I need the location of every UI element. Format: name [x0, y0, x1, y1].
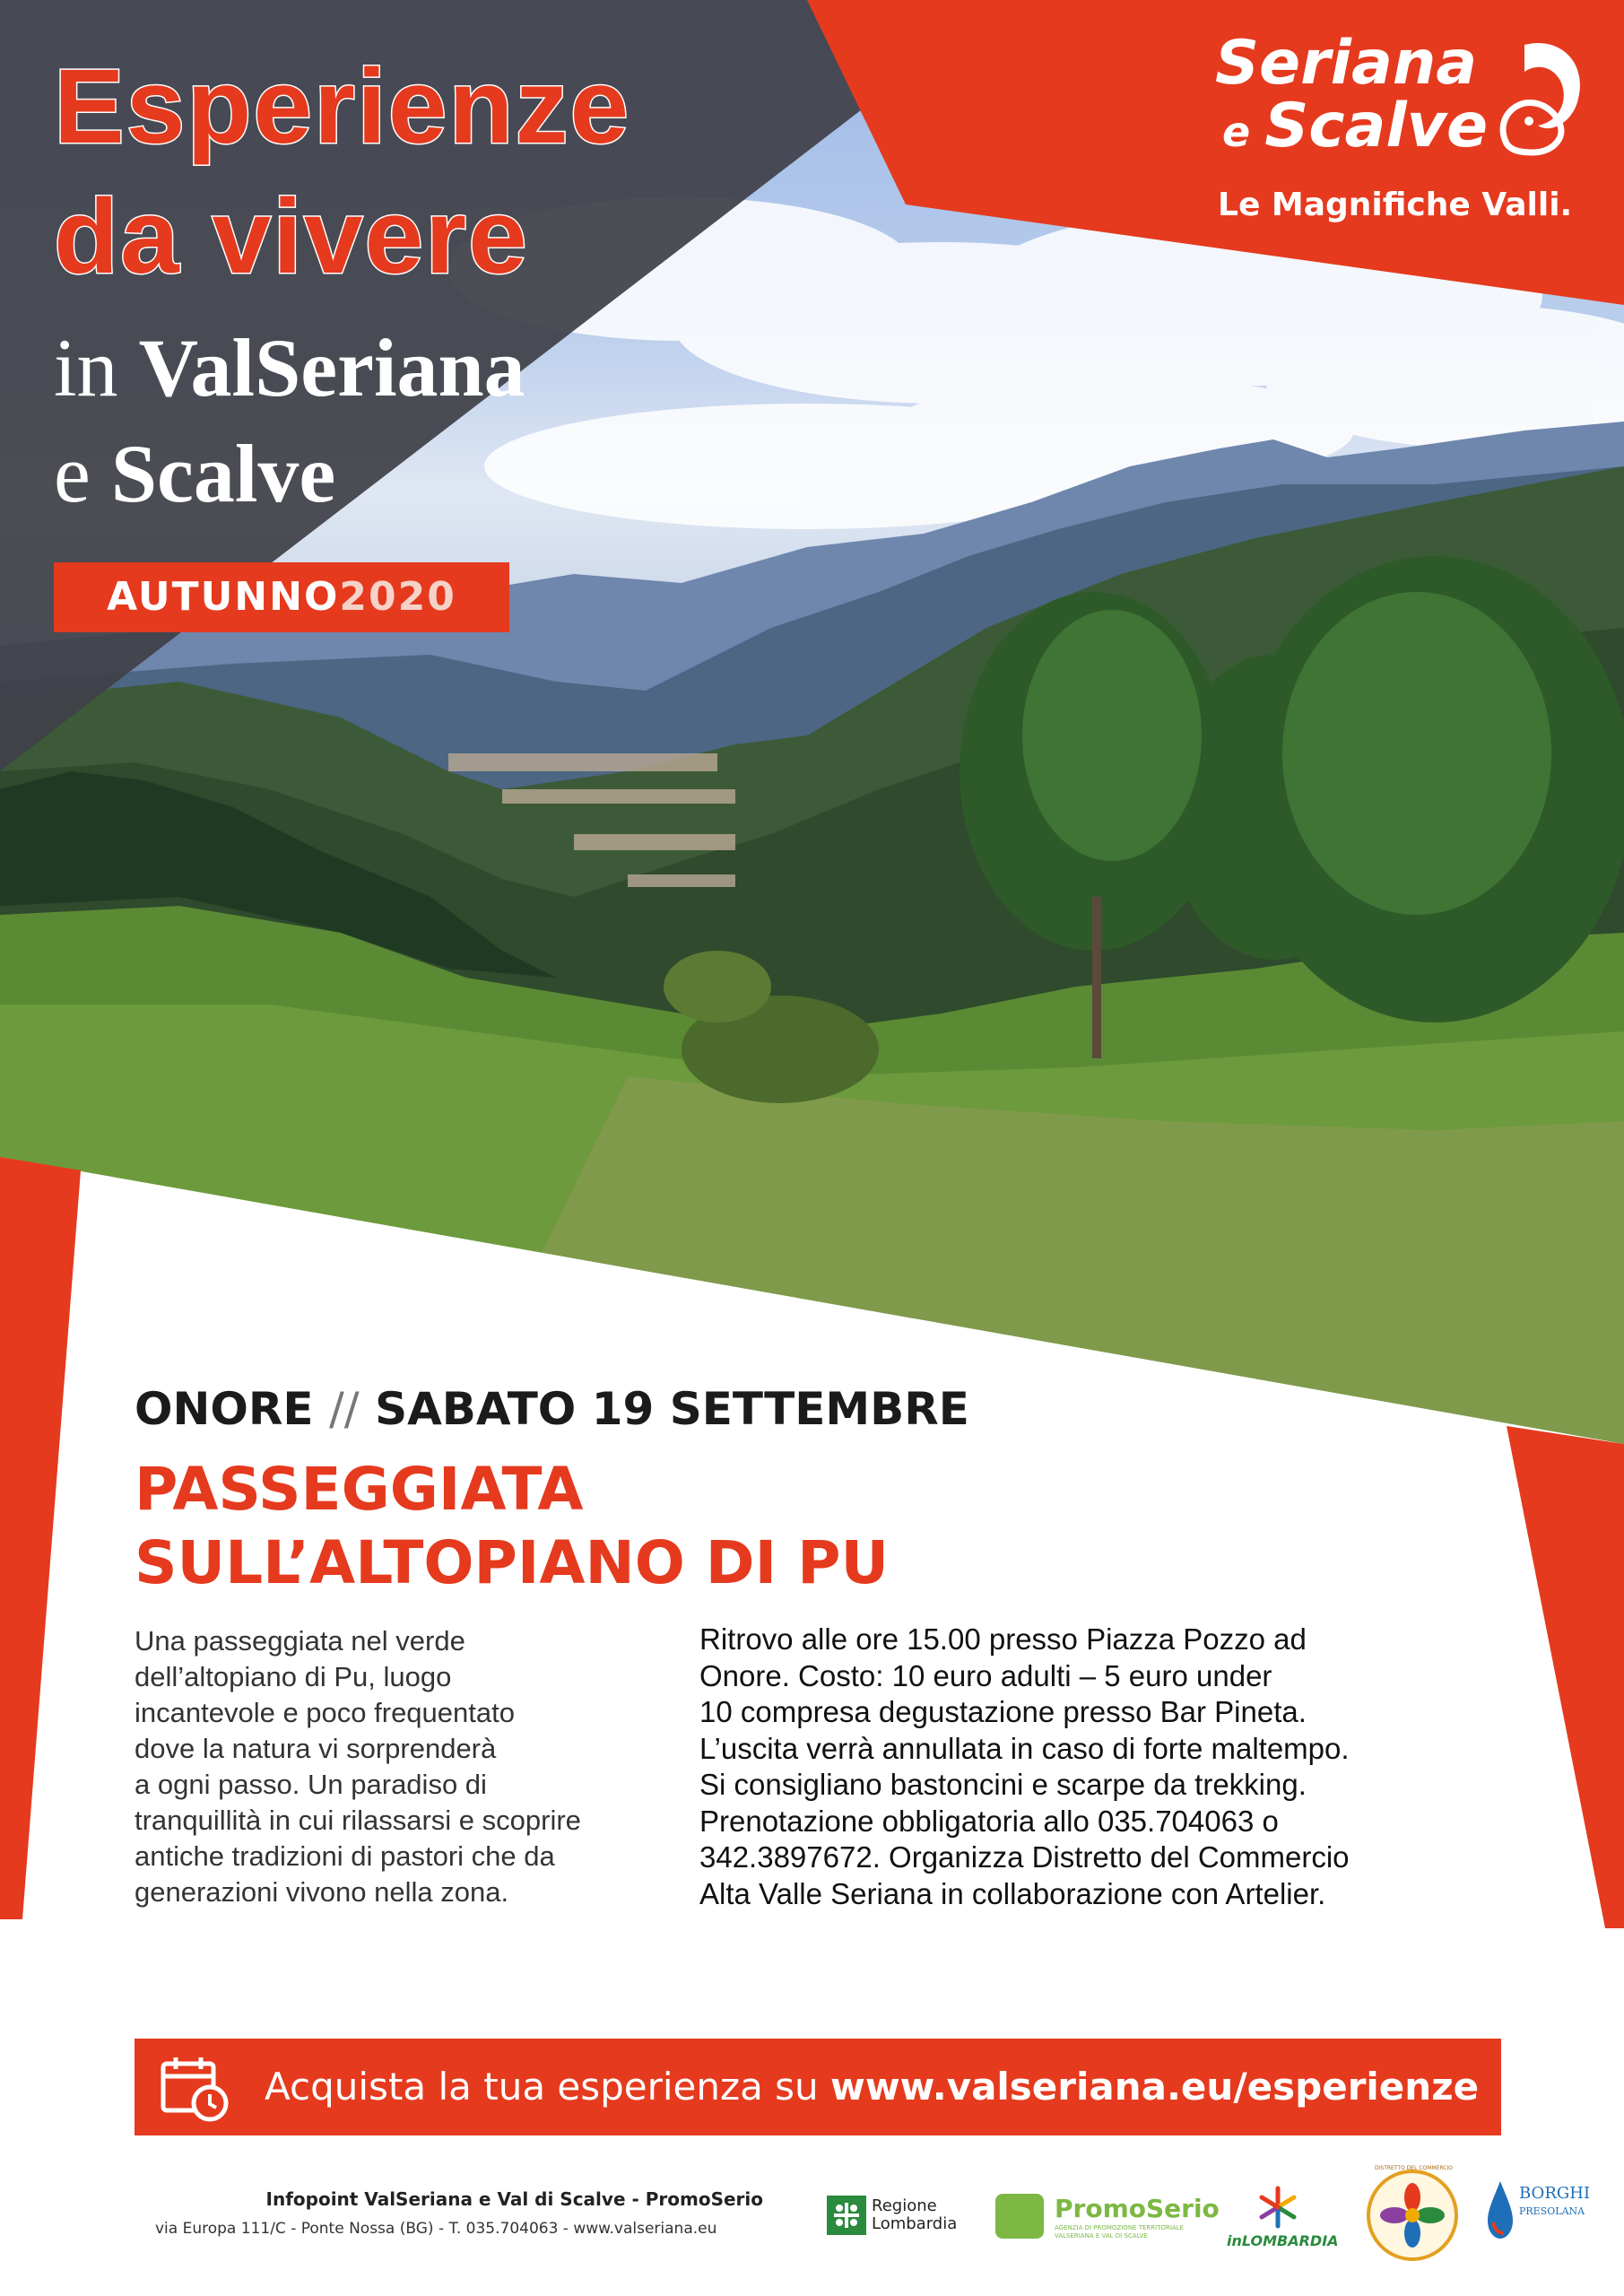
brand-logo [1215, 28, 1489, 163]
desc-left-line: tranquillità in cui rilassarsi e scoprire [135, 1805, 581, 1836]
borghi-presolana-drop-icon [1484, 2179, 1516, 2242]
infopoint-title: Infopoint ValSeriana e Val di Scalve - PromoSerio [265, 2188, 763, 2210]
event-title [135, 1453, 889, 1600]
distretto-commercio-label: DISTRETTO DEL COMMERCIO [1375, 2165, 1453, 2171]
desc-left-line: incantevole e poco frequentato [135, 1697, 515, 1728]
desc-left-line: a ogni passo. Un paradiso di [135, 1769, 487, 1800]
calendar-clock-icon [160, 2055, 231, 2123]
brand-line-1: Seriana [1215, 28, 1478, 99]
promoserio-subtitle: AGENZIA DI PROMOZIONE TERRITORIALE VALSERIANA E VAL DI SCALVE [1055, 2224, 1185, 2239]
season-badge: AUTUNNO2020 [54, 562, 509, 632]
desc-right-line: Ritrovo alle ore 15.00 presso Piazza Pozzo ad [699, 1622, 1307, 1656]
event-title-line-1: PASSEGGIATA [135, 1455, 584, 1524]
desc-left-line: dell’altopiano di Pu, luogo [135, 1661, 452, 1692]
inlombardia-logo: inLOMBARDIA [1227, 2232, 1339, 2249]
brand-tagline: Le Magnifiche Valli. [1218, 187, 1573, 223]
desc-left-line: antiche tradizioni di pastori che da [135, 1840, 555, 1872]
cta-banner[interactable] [135, 2039, 1501, 2135]
desc-right-line: Prenotazione obbligatoria allo 035.704063 o [699, 1804, 1279, 1838]
promoserio-logo-icon [995, 2194, 1044, 2239]
borghi-presolana-logo: BORGHI PRESOLANA [1519, 2184, 1591, 2217]
event-title-line-2: SULL’ALTOPIANO DI PU [135, 1528, 890, 1597]
desc-right-line: 342.3897672. Organizza Distretto del Commercio [699, 1840, 1350, 1874]
infopoint-address: via Europa 111/C - Ponte Nossa (BG) - T. 035.704063 - www.valseriana.eu [155, 2220, 717, 2238]
title-line-3: in ValSeriana [54, 322, 525, 413]
desc-right-line: Onore. Costo: 10 euro adulti – 5 euro under [699, 1658, 1272, 1692]
desc-right-line: L’uscita verrà annullata in caso di forte maltempo. [699, 1731, 1350, 1765]
inlombardia-flower-icon [1255, 2185, 1300, 2230]
cta-url-link[interactable]: www.valseriana.eu/esperienze [830, 2065, 1480, 2109]
regione-lombardia-logo: Regione Lombardia [872, 2196, 958, 2233]
desc-left-line: dove la natura vi sorprenderà [135, 1733, 497, 1764]
regione-lombardia-logo-icon [827, 2196, 866, 2235]
description-right [699, 1622, 1524, 1912]
squirrel-logo-icon [1489, 36, 1596, 161]
desc-left-line: generazioni vivono nella zona. [135, 1876, 509, 1908]
event-location-date: ONORE // SABATO 19 SETTEMBRE [135, 1383, 969, 1435]
desc-right-line: Si consigliano bastoncini e scarpe da trekking. [699, 1768, 1307, 1801]
promoserio-logo: PromoSerio [1055, 2194, 1220, 2223]
desc-left-line: Una passeggiata nel verde [135, 1625, 465, 1657]
brand-line-2: e Scalve [1222, 91, 1489, 161]
title-line-2: da vivere [54, 178, 529, 296]
description-left [135, 1623, 673, 1910]
title-line-1: Esperienze [54, 48, 631, 166]
title-line-4: e Scalve [54, 428, 336, 519]
desc-right-line: 10 compresa degustazione presso Bar Pineta. [699, 1695, 1307, 1728]
distretto-commercio-logo-icon [1366, 2169, 1459, 2262]
cta-text: Acquista la tua esperienza su www.valseriana.eu/esperienze [265, 2065, 1480, 2109]
desc-right-line: Alta Valle Seriana in collaborazione con Artelier. [699, 1876, 1326, 1910]
